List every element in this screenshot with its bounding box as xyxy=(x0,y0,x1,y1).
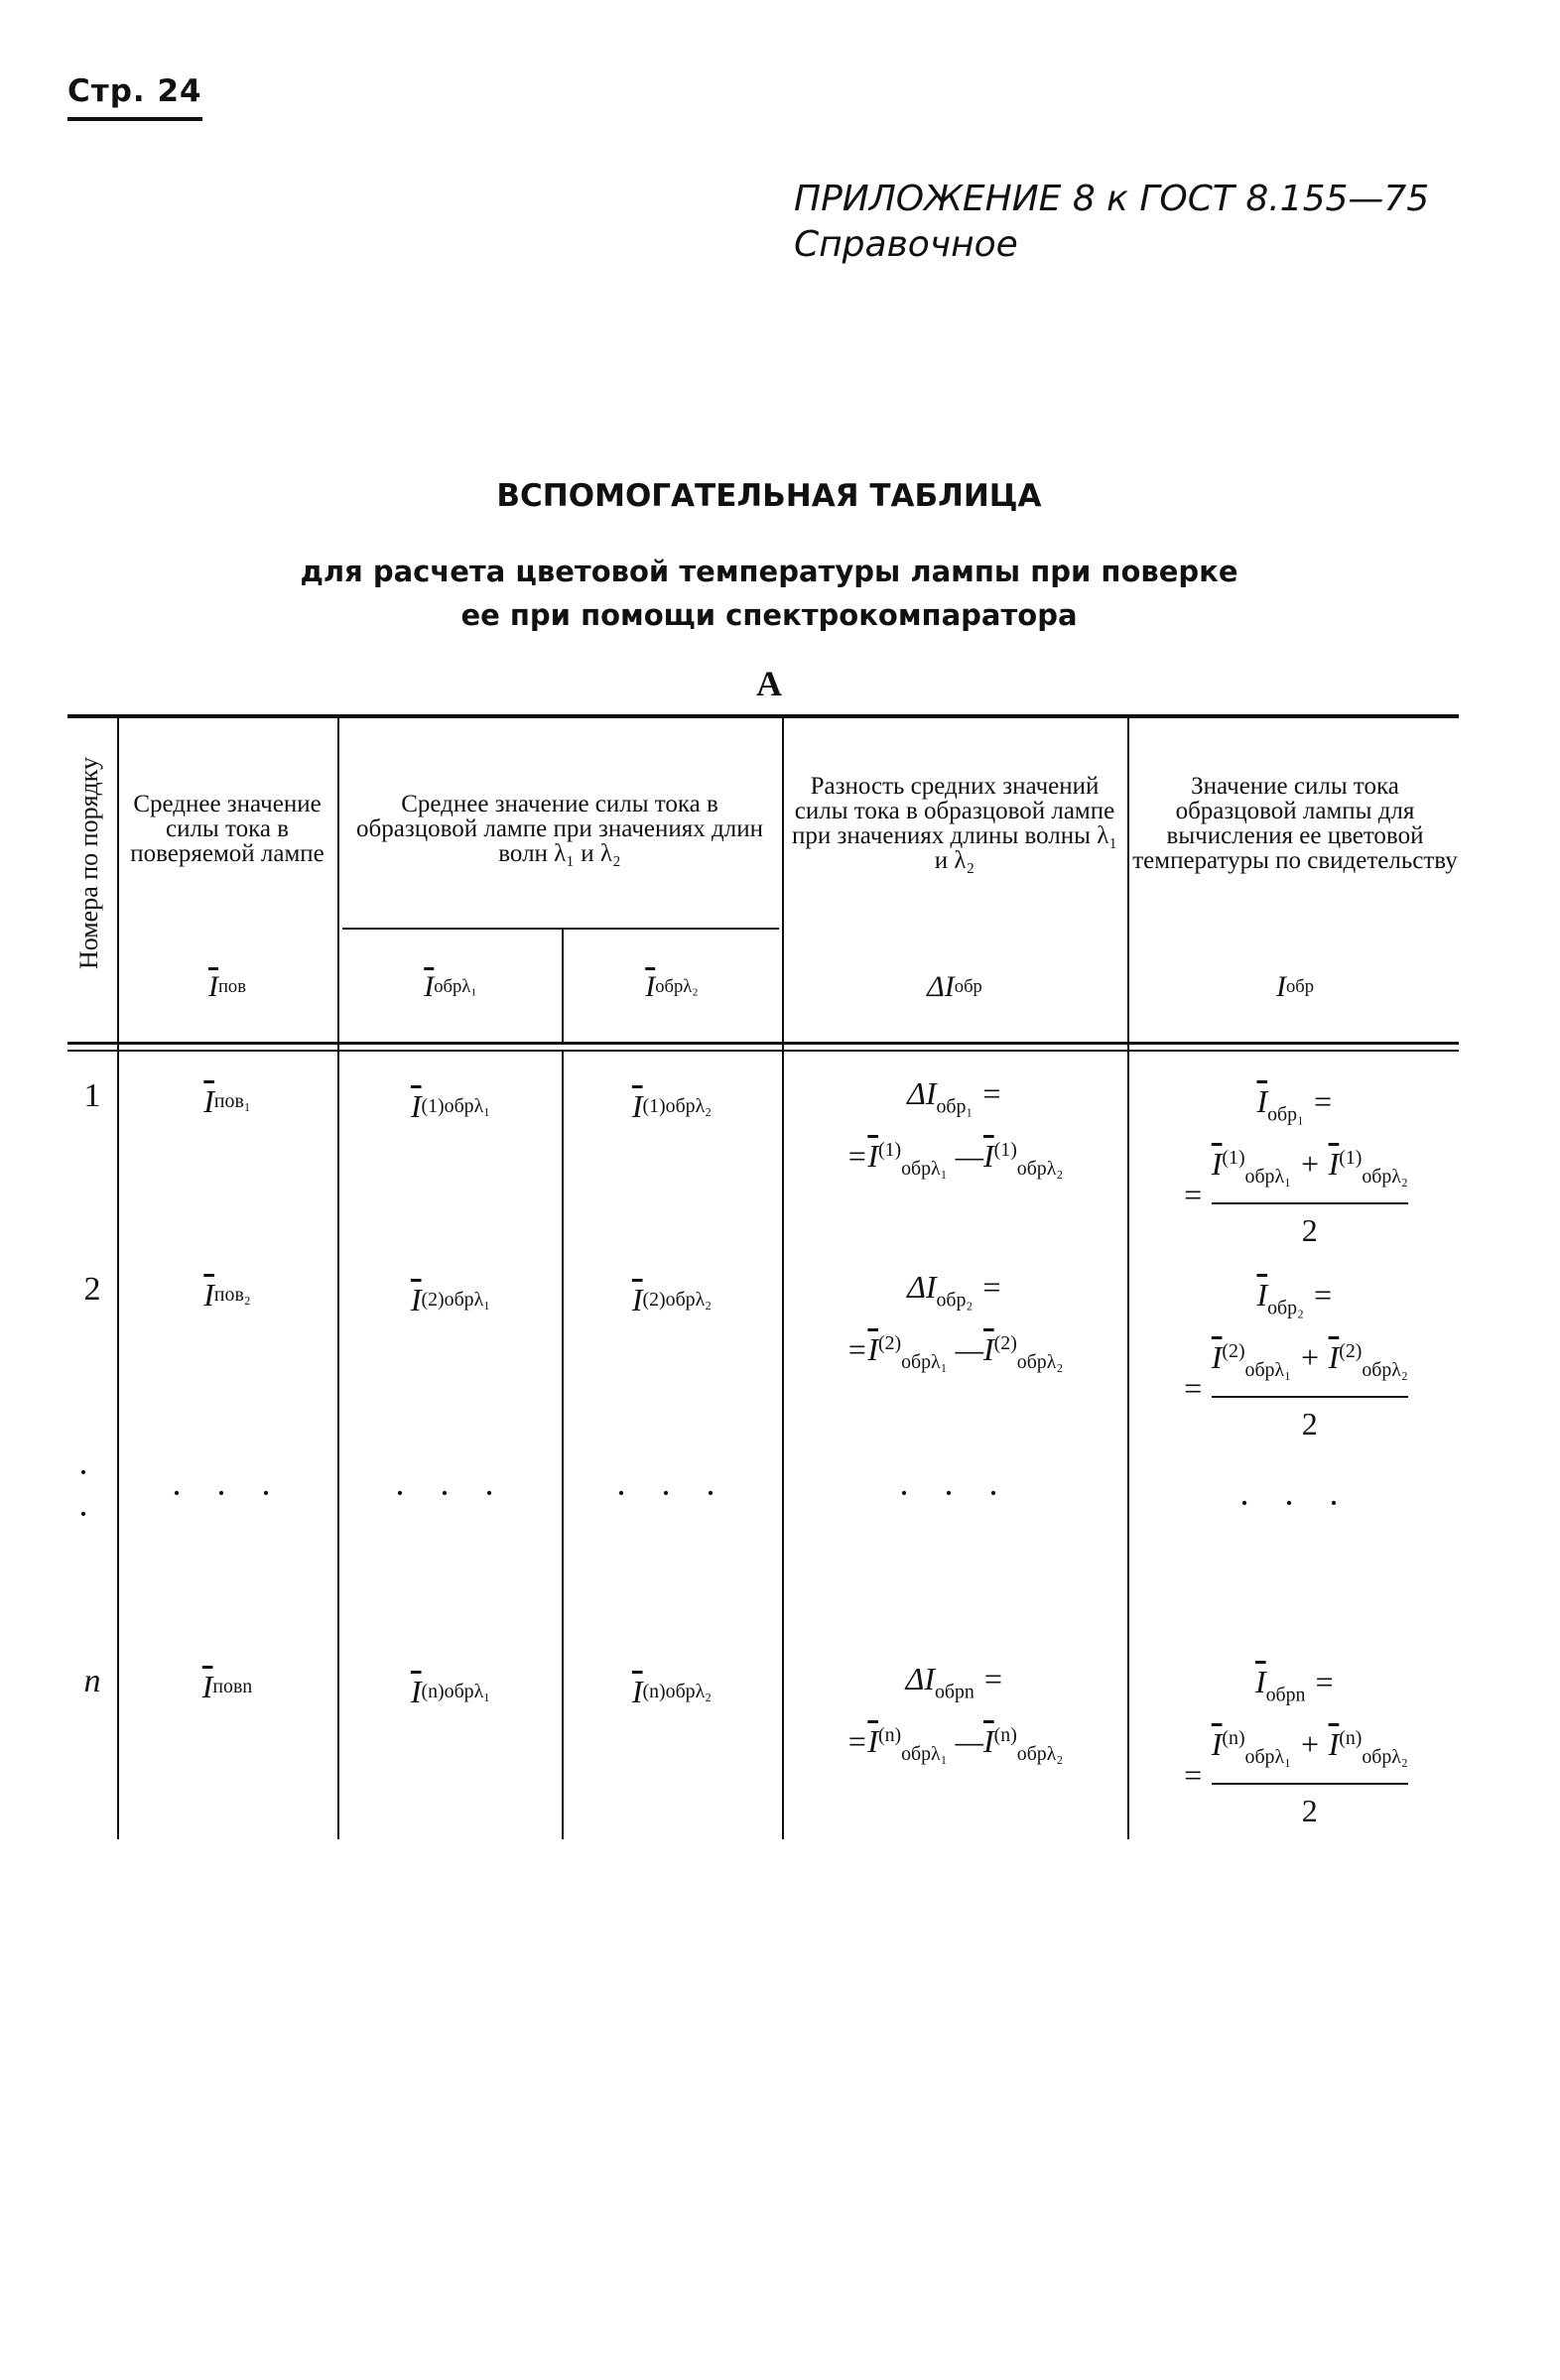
ellipsis: · · · xyxy=(615,1473,728,1513)
header-pov: Среднее значение силы тока в поверяемой лампе xyxy=(130,790,325,867)
appendix-heading xyxy=(794,177,1429,268)
row-pov-value: $\overline{I}$ пов₁ xyxy=(203,1082,251,1119)
row-obr1-value: $\overline{I}$ (1) обрλ₁ xyxy=(410,1087,491,1124)
ellipsis: · · xyxy=(77,1452,101,1534)
symbol-delta-obr: ΔI обр xyxy=(927,970,982,1003)
row-diff-formula: $\Delta I_{обр_1}$ = $=\overline{I}^{(1)}_{обр\lambda_1}$ $—\overline{I}^{(1)}_{обр\lambda_2}$ xyxy=(845,1074,1064,1181)
symbol-obr-lambda2: $\overline{I}$ обрλ₂ xyxy=(645,970,699,1003)
row-number: 2 xyxy=(83,1271,101,1308)
row-pov-value: $\overline{I}$ повn xyxy=(201,1668,253,1704)
subheader-rule xyxy=(342,928,779,930)
symbol-obr-lambda1: $\overline{I}$ обрλ₁ xyxy=(424,970,477,1003)
row-number: n xyxy=(83,1663,101,1699)
row-value-formula: $\overline{I}_{обр_1}$ = = $\frac{\overline{I}^{(1)}_{обр\lambda_1} + \overline{I}^{(1)}_{обр\lambda_2}}{2}$ xyxy=(1182,1082,1408,1249)
header-row-number: Номера по порядку xyxy=(74,756,103,970)
row-obr2-value: $\overline{I}$ (2) обрλ₂ xyxy=(631,1281,713,1317)
appendix-type: Справочное xyxy=(794,224,1018,265)
table-subtitle xyxy=(0,550,1538,637)
row-obr2-value: $\overline{I}$ (1) обрλ₂ xyxy=(631,1087,713,1124)
row-value-formula: $\overline{I}_{обрn}$ = = $\frac{\overline{I}^{(n)}_{обр\lambda_1} + \overline{I}^{(n)}_{обр\lambda_2}}{2}$ xyxy=(1182,1663,1408,1829)
row-obr1-value: $\overline{I}$ (2) обрλ₁ xyxy=(410,1281,491,1317)
ellipsis: · · · xyxy=(171,1473,284,1513)
table-top-rule xyxy=(67,714,1459,718)
row-diff-formula: $\Delta I_{обр_2}$ = $=\overline{I}^{(2)}_{обр\lambda_1}$ $—\overline{I}^{(2)}_{обр\lambda_2}$ xyxy=(845,1268,1064,1374)
col-divider-3b xyxy=(562,1052,564,1839)
symbol-pov: $\overline{I}$ пов xyxy=(207,970,247,1003)
col-divider-5 xyxy=(1127,718,1129,1839)
row-obr2-value: $\overline{I}$ (n) обрλ₂ xyxy=(631,1673,713,1709)
subtitle-line-1: для расчета цветовой температуры лампы при поверке xyxy=(300,555,1238,588)
row-value-formula: $\overline{I}_{обр_2}$ = = $\frac{\overline{I}^{(2)}_{обр\lambda_1} + \overline{I}^{(2)}_{обр\lambda_2}}{2}$ xyxy=(1182,1276,1408,1442)
row-pov-value: $\overline{I}$ пов₂ xyxy=(203,1276,251,1313)
header-obr: Среднее значение силы тока в образцовой лампе при значениях длин волн λ₁ и λ₂ xyxy=(356,790,763,867)
col-divider-2 xyxy=(337,718,339,1839)
subtitle-line-2: ее при помощи спектрокомпаратора xyxy=(460,598,1078,632)
col-divider-3 xyxy=(562,930,564,1042)
page-number: Стр. 24 xyxy=(67,73,202,121)
header-value: Значение силы тока образцовой лампы для вычисления ее цветовой температуры по свидетельству xyxy=(1132,773,1458,874)
table-title: ВСПОМОГАТЕЛЬНАЯ ТАБЛИЦА xyxy=(496,478,1042,514)
row-number: 1 xyxy=(83,1077,101,1114)
header-bottom-rule-2 xyxy=(67,1050,1459,1052)
appendix-title: ПРИЛОЖЕНИЕ 8 к ГОСТ 8.155—75 xyxy=(794,179,1430,219)
ellipsis: · · · xyxy=(898,1473,1011,1513)
table-letter: А xyxy=(756,664,782,703)
row-obr1-value: $\overline{I}$ (n) обрλ₁ xyxy=(410,1673,491,1709)
symbol-obr: I обр xyxy=(1275,970,1315,1003)
header-bottom-rule xyxy=(67,1042,1459,1045)
ellipsis: · · · xyxy=(1238,1483,1352,1523)
ellipsis: · · · xyxy=(394,1473,507,1513)
header-diff: Разность средних значений силы тока в образцовой лампе при значениях длины волны λ₁ и λ₂ xyxy=(791,773,1118,874)
row-diff-formula: $\Delta I_{обрn}$ = $=\overline{I}^{(n)}_{обр\lambda_1}$ $—\overline{I}^{(n)}_{обр\lambda_2}$ xyxy=(845,1660,1064,1766)
col-divider-4 xyxy=(782,718,784,1839)
